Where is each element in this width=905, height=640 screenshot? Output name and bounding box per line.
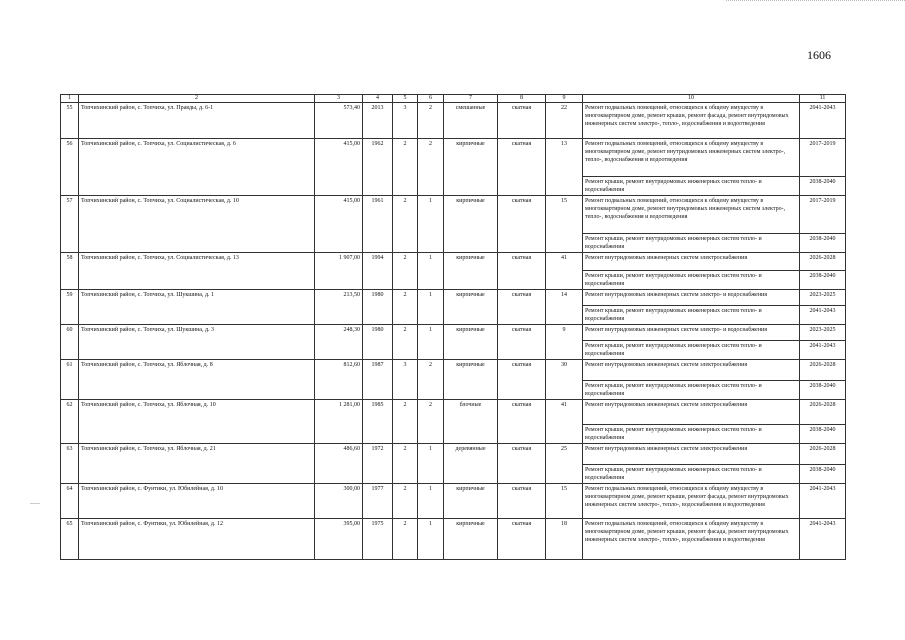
work-description-cell: Ремонт крыши, ремонт внутридомовых инженерных систем тепло- и водоснабжения — [583, 465, 800, 484]
work-description-cell: Ремонт внутридомовых инженерных систем электро- и водоснабжения — [583, 290, 800, 306]
address-cell: Топчихинский район, с. Топчиха, ул. Яблочная, д. 8 — [79, 360, 315, 400]
roof-type-cell: скатная — [498, 360, 546, 400]
col-num-10: 10 — [583, 95, 800, 103]
row-number: 60 — [61, 325, 79, 360]
wall-material-cell: кирпичные — [444, 325, 498, 360]
row-number: 59 — [61, 290, 79, 325]
work-period-cell: 2041-2043 — [800, 306, 846, 325]
work-description-cell: Ремонт крыши, ремонт внутридомовых инженерных систем тепло- и водоснабжения — [583, 177, 800, 196]
area-cell: 415,00 — [315, 196, 363, 253]
floors-cell: 2 — [393, 400, 418, 444]
work-description-cell: Ремонт внутридомовых инженерных систем электро- и водоснабжения — [583, 325, 800, 341]
registry-body — [61, 103, 846, 560]
floors-cell: 3 — [393, 360, 418, 400]
roof-type-cell: скатная — [498, 253, 546, 290]
area-cell: 812,60 — [315, 360, 363, 400]
entrances-cell: 1 — [418, 290, 444, 325]
apartments-cell: 41 — [546, 253, 583, 290]
area-cell: 415,00 — [315, 139, 363, 196]
roof-type-cell: скатная — [498, 196, 546, 253]
year-cell: 1977 — [363, 484, 393, 519]
row-number: 63 — [61, 444, 79, 484]
work-period-cell: 2026-2028 — [800, 400, 846, 425]
work-period-cell: 2038-2040 — [800, 234, 846, 253]
wall-material-cell: кирпичные — [444, 519, 498, 560]
work-period-cell: 2038-2040 — [800, 271, 846, 290]
wall-material-cell: блочные — [444, 400, 498, 444]
wall-material-cell: кирпичные — [444, 360, 498, 400]
row-number: 55 — [61, 103, 79, 139]
area-cell: 300,00 — [315, 484, 363, 519]
row-number: 58 — [61, 253, 79, 290]
work-description-cell: Ремонт крыши, ремонт внутридомовых инженерных систем тепло- и водоснабжения — [583, 381, 800, 400]
year-cell: 1975 — [363, 519, 393, 560]
work-period-cell: 2041-2043 — [800, 484, 846, 519]
year-cell: 1980 — [363, 325, 393, 360]
row-number: 62 — [61, 400, 79, 444]
wall-material-cell: кирпичные — [444, 484, 498, 519]
wall-material-cell: деревянные — [444, 444, 498, 484]
table-row — [61, 139, 846, 177]
work-description-cell: Ремонт подвальных помещений, относящихся к общему имуществу в многоквартирном доме, ремонт крыши, ремонт фасада, ремонт внутридомовых инженерных систем электро-, тепло-, водоснабжения и водоотведения — [583, 484, 800, 519]
work-period-cell: 2041-2043 — [800, 341, 846, 360]
roof-type-cell: скатная — [498, 519, 546, 560]
margin-mark — [30, 497, 40, 504]
area-cell: 213,50 — [315, 290, 363, 325]
apartments-cell: 41 — [546, 400, 583, 444]
row-number: 64 — [61, 484, 79, 519]
floors-cell: 3 — [393, 103, 418, 139]
col-num-5: 5 — [393, 95, 418, 103]
table-row — [61, 290, 846, 306]
top-dotted-rule — [726, 0, 905, 2]
wall-material-cell: кирпичные — [444, 139, 498, 196]
address-cell: Топчихинский район, с. Топчиха, ул. Шукшина, д. 3 — [79, 325, 315, 360]
floors-cell: 2 — [393, 325, 418, 360]
col-num-4: 4 — [363, 95, 393, 103]
area-cell: 1 907,00 — [315, 253, 363, 290]
col-num-6: 6 — [418, 95, 444, 103]
apartments-cell: 18 — [546, 519, 583, 560]
work-period-cell: 2038-2040 — [800, 381, 846, 400]
row-number: 65 — [61, 519, 79, 560]
work-description-cell: Ремонт внутридомовых инженерных систем электроснабжения — [583, 400, 800, 425]
address-cell: Топчихинский район, с. Топчиха, ул. Социалистическая, д. 10 — [79, 196, 315, 253]
entrances-cell: 1 — [418, 484, 444, 519]
table-row — [61, 444, 846, 465]
address-cell: Топчихинский район, с. Фунтики, ул. Юбилейная, д. 10 — [79, 484, 315, 519]
entrances-cell: 1 — [418, 519, 444, 560]
year-cell: 2013 — [363, 103, 393, 139]
address-cell: Топчихинский район, с. Топчиха, ул. Яблочная, д. 21 — [79, 444, 315, 484]
work-description-cell: Ремонт подвальных помещений, относящихся к общему имуществу в многоквартирном доме, ремонт внутридомовых инженерных систем электро-, тепло-, водоснабжения и водоотведения — [583, 139, 800, 177]
area-cell: 395,00 — [315, 519, 363, 560]
area-cell: 573,40 — [315, 103, 363, 139]
apartments-cell: 25 — [546, 444, 583, 484]
table-row — [61, 196, 846, 234]
year-cell: 1972 — [363, 444, 393, 484]
area-cell: 1 281,00 — [315, 400, 363, 444]
table-row — [61, 484, 846, 519]
work-period-cell: 2038-2040 — [800, 177, 846, 196]
roof-type-cell: скатная — [498, 103, 546, 139]
address-cell: Топчихинский район, с. Топчиха, ул. Шукшина, д. 1 — [79, 290, 315, 325]
work-description-cell: Ремонт крыши, ремонт внутридомовых инженерных систем тепло- и водоснабжения — [583, 271, 800, 290]
work-period-cell: 2026-2028 — [800, 360, 846, 381]
table-row — [61, 360, 846, 381]
wall-material-cell: смешанные — [444, 103, 498, 139]
year-cell: 1980 — [363, 290, 393, 325]
housing-registry-table — [60, 94, 846, 560]
work-period-cell: 2038-2040 — [800, 465, 846, 484]
year-cell: 1994 — [363, 253, 393, 290]
roof-type-cell: скатная — [498, 484, 546, 519]
wall-material-cell: кирпичные — [444, 290, 498, 325]
row-number: 61 — [61, 360, 79, 400]
apartments-cell: 14 — [546, 290, 583, 325]
roof-type-cell: скатная — [498, 400, 546, 444]
address-cell: Топчихинский район, с. Топчиха, ул. Яблочная, д. 10 — [79, 400, 315, 444]
row-number: 57 — [61, 196, 79, 253]
floors-cell: 2 — [393, 139, 418, 196]
work-period-cell: 2017-2019 — [800, 139, 846, 177]
table-row — [61, 103, 846, 139]
work-period-cell: 2041-2043 — [800, 519, 846, 560]
area-cell: 486,60 — [315, 444, 363, 484]
work-period-cell: 2023-2025 — [800, 325, 846, 341]
entrances-cell: 2 — [418, 360, 444, 400]
work-description-cell: Ремонт крыши, ремонт внутридомовых инженерных систем тепло- и водоснабжения — [583, 234, 800, 253]
work-description-cell: Ремонт крыши, ремонт внутридомовых инженерных систем тепло- и водоснабжения — [583, 306, 800, 325]
year-cell: 1962 — [363, 139, 393, 196]
col-num-11: 11 — [800, 95, 846, 103]
address-cell: Топчихинский район, с. Топчиха, ул. Социалистическая, д. 13 — [79, 253, 315, 290]
entrances-cell: 1 — [418, 325, 444, 360]
col-num-9: 9 — [546, 95, 583, 103]
table-row — [61, 325, 846, 341]
apartments-cell: 9 — [546, 325, 583, 360]
area-cell: 248,30 — [315, 325, 363, 360]
work-period-cell: 2017-2019 — [800, 196, 846, 234]
col-num-3: 3 — [315, 95, 363, 103]
wall-material-cell: кирпичные — [444, 253, 498, 290]
apartments-cell: 30 — [546, 360, 583, 400]
floors-cell: 2 — [393, 444, 418, 484]
entrances-cell: 2 — [418, 139, 444, 196]
work-description-cell: Ремонт подвальных помещений, относящихся к общему имуществу в многоквартирном доме, ремонт крыши, ремонт фасада, ремонт внутридомовых инженерных систем электро-, тепло-, водоснабжения и водоотведения — [583, 519, 800, 560]
work-description-cell: Ремонт подвальных помещений, относящихся к общему имуществу в многоквартирном доме, ремонт крыши, ремонт фасада, ремонт внутридомовых инженерных систем электро-, тепло-, водоснабжения и водоотведения — [583, 103, 800, 139]
roof-type-cell: скатная — [498, 139, 546, 196]
work-description-cell: Ремонт внутридомовых инженерных систем электроснабжения — [583, 360, 800, 381]
address-cell: Топчихинский район, с. Топчиха, ул. Правды, д. 6-1 — [79, 103, 315, 139]
col-num-2: 2 — [79, 95, 315, 103]
roof-type-cell: скатная — [498, 290, 546, 325]
wall-material-cell: кирпичные — [444, 196, 498, 253]
address-cell: Топчихинский район, с. Топчиха, ул. Социалистическая, д. 6 — [79, 139, 315, 196]
entrances-cell: 1 — [418, 253, 444, 290]
table-row — [61, 253, 846, 271]
apartments-cell: 15 — [546, 484, 583, 519]
row-number: 56 — [61, 139, 79, 196]
work-description-cell: Ремонт внутридомовых инженерных систем электроснабжения — [583, 253, 800, 271]
entrances-cell: 1 — [418, 444, 444, 484]
column-number-row — [61, 95, 846, 103]
year-cell: 1985 — [363, 400, 393, 444]
col-num-1: 1 — [61, 95, 79, 103]
work-description-cell: Ремонт внутридомовых инженерных систем электроснабжения — [583, 444, 800, 465]
work-description-cell: Ремонт крыши, ремонт внутридомовых инженерных систем тепло- и водоснабжения — [583, 425, 800, 444]
work-description-cell: Ремонт подвальных помещений, относящихся к общему имуществу в многоквартирном доме, ремонт внутридомовых инженерных систем электро-, тепло-, водоснабжения и водоотведения — [583, 196, 800, 234]
year-cell: 1961 — [363, 196, 393, 253]
work-period-cell: 2038-2040 — [800, 425, 846, 444]
entrances-cell: 1 — [418, 196, 444, 253]
apartments-cell: 22 — [546, 103, 583, 139]
work-description-cell: Ремонт крыши, ремонт внутридомовых инженерных систем тепло- и водоснабжения — [583, 341, 800, 360]
address-cell: Топчихинский район, с. Фунтики, ул. Юбилейная, д. 12 — [79, 519, 315, 560]
col-num-8: 8 — [498, 95, 546, 103]
entrances-cell: 2 — [418, 400, 444, 444]
work-period-cell: 2023-2025 — [800, 290, 846, 306]
page-number: 1606 — [807, 48, 831, 62]
apartments-cell: 13 — [546, 139, 583, 196]
roof-type-cell: скатная — [498, 325, 546, 360]
apartments-cell: 15 — [546, 196, 583, 253]
floors-cell: 2 — [393, 253, 418, 290]
floors-cell: 2 — [393, 290, 418, 325]
work-period-cell: 2041-2043 — [800, 103, 846, 139]
col-num-7: 7 — [444, 95, 498, 103]
year-cell: 1987 — [363, 360, 393, 400]
work-period-cell: 2026-2028 — [800, 444, 846, 465]
entrances-cell: 2 — [418, 103, 444, 139]
work-period-cell: 2026-2028 — [800, 253, 846, 271]
floors-cell: 2 — [393, 484, 418, 519]
table-row — [61, 519, 846, 560]
floors-cell: 2 — [393, 196, 418, 253]
floors-cell: 2 — [393, 519, 418, 560]
table-row — [61, 400, 846, 425]
roof-type-cell: скатная — [498, 444, 546, 484]
